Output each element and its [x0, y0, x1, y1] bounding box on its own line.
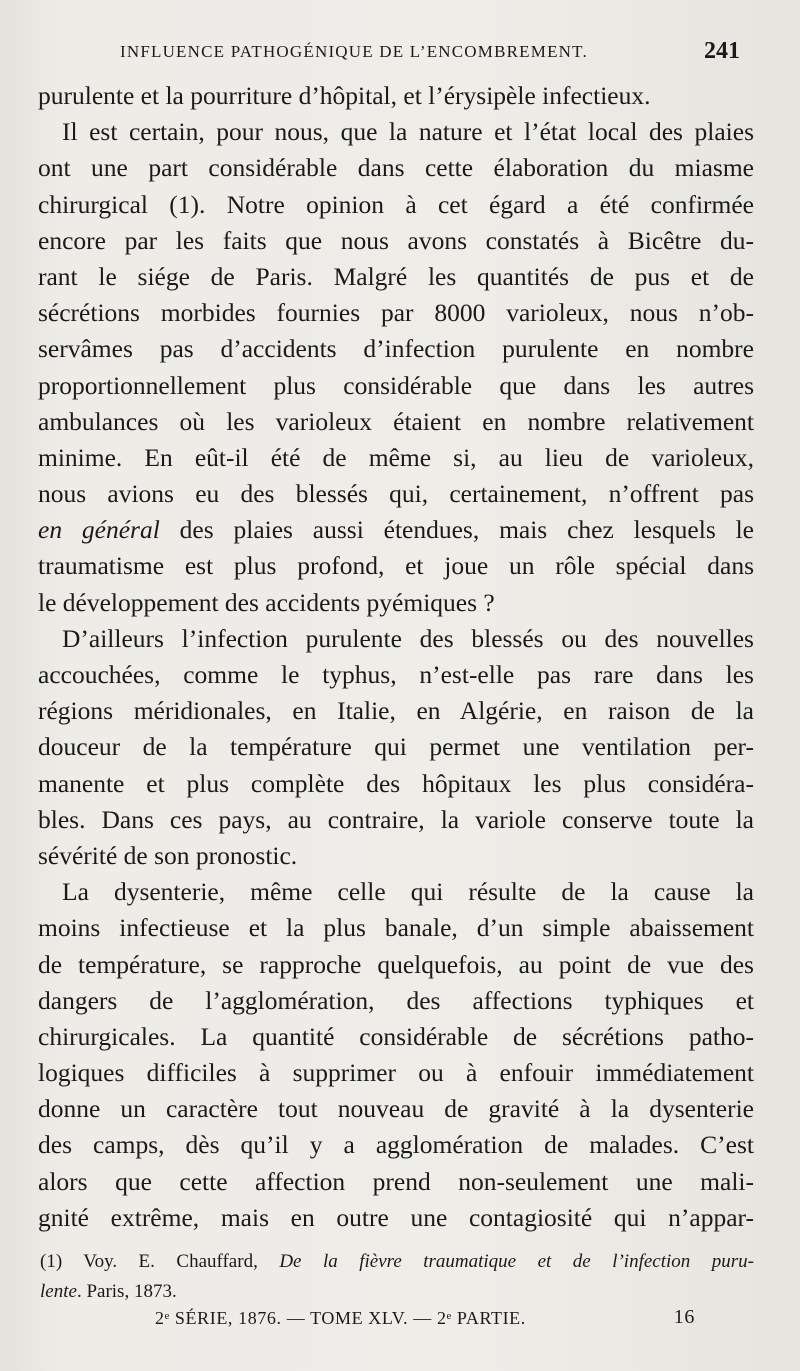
- line-text: rant le siége de Paris. Malgré les quantités de pus et de: [38, 261, 754, 291]
- text-line: [38, 331, 754, 367]
- text-line: [38, 1164, 754, 1200]
- text-line: [38, 223, 754, 259]
- line-text: le développement des accidents pyémiques ?: [38, 587, 495, 617]
- line-text: des plaies aussi étendues, mais chez lesquels le: [159, 515, 754, 545]
- text-line: [38, 802, 754, 838]
- text-line: [38, 78, 754, 114]
- text-line: [38, 187, 754, 223]
- line-text: purulente et la pourriture d’hôpital, et l’érysipèle infectieux.: [38, 81, 651, 110]
- footnote-title-end: lente: [40, 1281, 77, 1302]
- line-text: gnité extrême, mais en outre une contagiosité qui n’appar-: [38, 1202, 754, 1232]
- text-line: [38, 838, 754, 874]
- signature-number: 16: [673, 1306, 695, 1328]
- line-text: chirurgical (1). Notre opinion à cet égard a été confirmée: [38, 189, 754, 219]
- text-line: [38, 295, 754, 331]
- text-line: [38, 114, 754, 150]
- text-line: [38, 874, 754, 910]
- line-text: encore par les faits que nous avons constatés à Bicêtre du-: [38, 225, 754, 255]
- line-text: régions méridionales, en Italie, en Algérie, en raison de la: [38, 696, 754, 726]
- text-line: [38, 766, 754, 802]
- text-line: [38, 729, 754, 765]
- text-line: [38, 693, 754, 729]
- line-text: de température, se rapproche quelquefois, au point de vue des: [38, 949, 754, 979]
- text-line: [38, 404, 754, 440]
- footnote: [40, 1247, 754, 1307]
- line-text: douceur de la température qui permet une ventilation per-: [38, 732, 754, 762]
- line-text: ambulances où les varioleux étaient en nombre relativement: [38, 406, 754, 436]
- signature-mark: 2ᵉ SÉRIE, 1876. — TOME XLV. — 2ᵉ PARTIE.: [155, 1308, 526, 1328]
- text-line: [38, 1019, 754, 1055]
- line-text: manente et plus complète des hôpitaux les plus considéra-: [38, 768, 754, 798]
- text-line: [38, 150, 754, 186]
- footnote-prefix: (1) Voy. E. Chauffard,: [40, 1251, 280, 1272]
- text-line: [38, 983, 754, 1019]
- line-text: D’ailleurs l’infection purulente des blessés ou des nouvelles: [62, 623, 754, 653]
- text-line: [38, 1127, 754, 1163]
- line-text: proportionnellement plus considérable que dans les autres: [38, 370, 754, 400]
- body-text: [38, 78, 754, 1236]
- line-text: traumatisme est plus profond, et joue un rôle spécial dans: [38, 551, 754, 581]
- text-line: [38, 947, 754, 983]
- text-line: [38, 259, 754, 295]
- page-number: 241: [704, 38, 740, 64]
- text-line: [38, 621, 754, 657]
- line-text: Il est certain, pour nous, que la nature et l’état local des plaies: [62, 117, 754, 147]
- line-text: moins infectieuse et la plus banale, d’un simple abaissement: [38, 913, 754, 943]
- footnote-line: [40, 1247, 754, 1277]
- text-line: [38, 1200, 754, 1236]
- page-header: [120, 38, 740, 68]
- italic-phrase: en général: [38, 515, 160, 545]
- text-line: [38, 657, 754, 693]
- text-line: [38, 476, 754, 512]
- line-text: minime. En eût-il été de même si, au lieu de varioleux,: [38, 442, 754, 472]
- text-line: [38, 512, 754, 548]
- line-text: bles. Dans ces pays, au contraire, la variole conserve toute la: [38, 804, 754, 834]
- text-line: [38, 440, 754, 476]
- line-text: des camps, dès qu’il y a agglomération de malades. C’est: [38, 1130, 754, 1160]
- text-line: [38, 1091, 754, 1127]
- line-text: alors que cette affection prend non-seulement une mali-: [38, 1166, 754, 1196]
- text-line: [38, 368, 754, 404]
- line-text: sévérité de son pronostic.: [38, 840, 298, 870]
- line-text: La dysenterie, même celle qui résulte de la cause la: [62, 877, 754, 907]
- text-line: [38, 548, 754, 584]
- text-line: [38, 585, 754, 621]
- line-text: dangers de l’agglomération, des affections typhiques et: [38, 985, 754, 1015]
- footnote-line: [40, 1277, 754, 1307]
- line-text: servâmes pas d’accidents d’infection purulente en nombre: [38, 334, 754, 364]
- text-line: [38, 1055, 754, 1091]
- line-text: sécrétions morbides fournies par 8000 varioleux, nous n’ob-: [38, 298, 754, 328]
- text-line: [38, 910, 754, 946]
- footnote-title: De la fièvre traumatique et de l’infection puru-: [279, 1251, 754, 1272]
- footnote-rest: . Paris, 1873.: [76, 1281, 177, 1302]
- line-text: nous avions eu des blessés qui, certainement, n’offrent pas: [38, 479, 754, 509]
- line-text: chirurgicales. La quantité considérable de sécrétions patho-: [38, 1021, 754, 1051]
- line-text: accouchées, comme le typhus, n’est-elle pas rare dans les: [38, 660, 754, 689]
- line-text: donne un caractère tout nouveau de gravité à la dysenterie: [38, 1094, 754, 1124]
- line-text: logiques difficiles à supprimer ou à enfouir immédiatement: [38, 1058, 754, 1088]
- running-head: INFLUENCE PATHOGÉNIQUE DE L’ENCOMBREMENT.: [120, 42, 588, 61]
- line-text: ont une part considérable dans cette élaboration du miasme: [38, 153, 754, 183]
